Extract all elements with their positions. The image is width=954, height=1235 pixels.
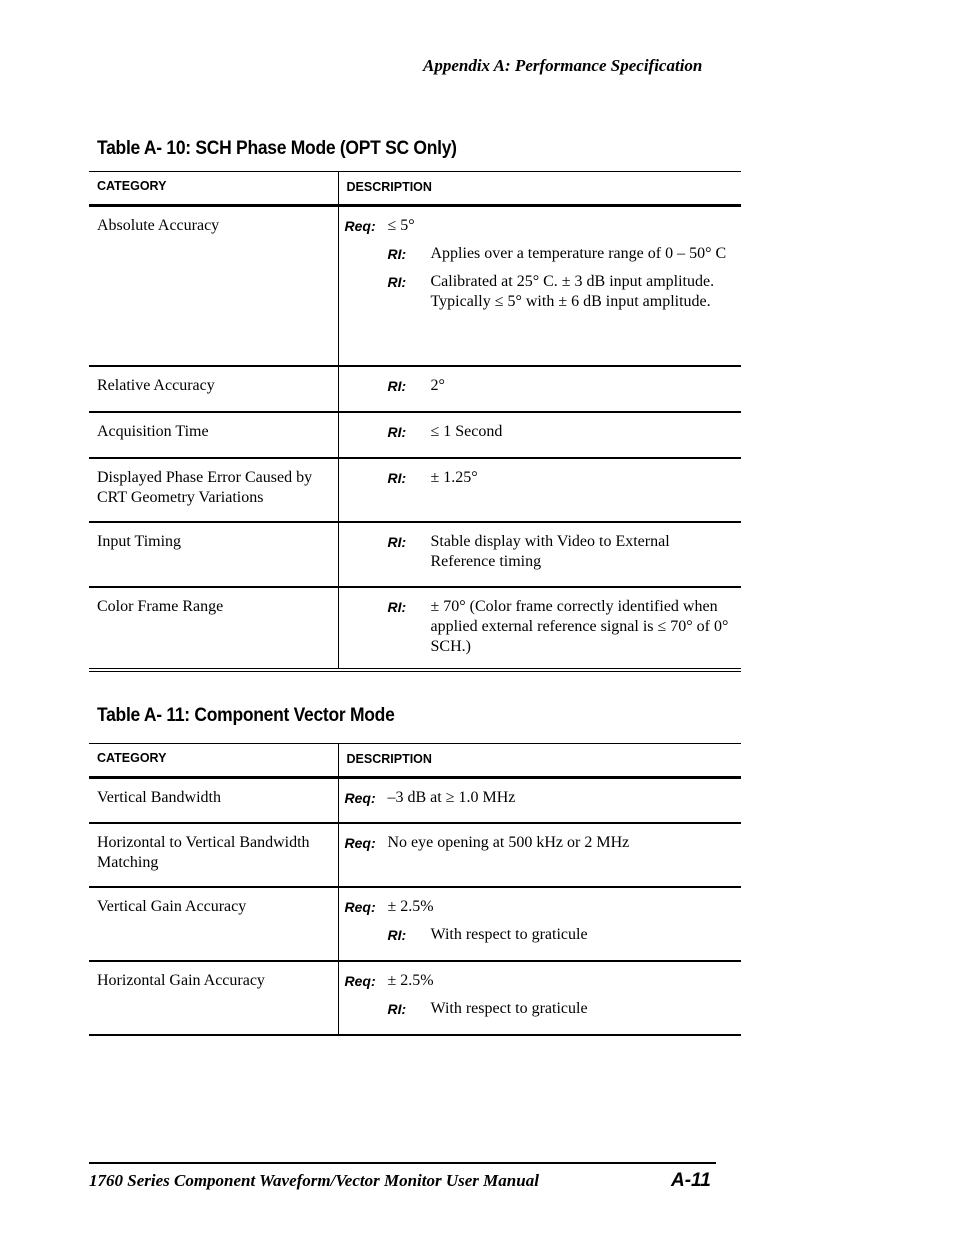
table-a10-title: Table A- 10: SCH Phase Mode (OPT SC Only) [97, 138, 457, 159]
description-cell [338, 778, 741, 823]
table-row [89, 206, 741, 366]
spec-text: Calibrated at 25° C. ± 3 dB input amplitude. Typically ≤ 5° with ± 6 dB input amplitude. [430, 273, 715, 310]
spec-line [388, 468, 736, 488]
reference-info-label: RI: [387, 926, 407, 943]
column-header-description: DESCRIPTION [338, 744, 741, 778]
table-a11-body [89, 778, 741, 1035]
category-cell: Input Timing [89, 522, 338, 587]
category-cell: Horizontal to Vertical Bandwidth Matching [89, 823, 338, 887]
spec-text: With respect to graticule [430, 999, 588, 1017]
description-cell [338, 206, 741, 366]
spec-text: Applies over a temperature range of 0 – 50° C [430, 245, 727, 262]
spec-line [388, 532, 736, 572]
column-header-category: CATEGORY [89, 172, 338, 206]
category-cell: Relative Accuracy [89, 366, 338, 412]
table-row [89, 412, 741, 458]
table-row [89, 823, 741, 887]
category-cell: Vertical Bandwidth [89, 778, 338, 823]
page-number: A-11 [671, 1170, 711, 1191]
footer-divider [89, 1162, 716, 1164]
table-a10-body [89, 206, 741, 670]
spec-line [388, 999, 736, 1019]
spec-line [388, 597, 736, 657]
requirement-label: Req: [344, 218, 376, 234]
reference-info-label: RI: [387, 598, 407, 615]
spec-line [345, 971, 736, 991]
description-cell [338, 587, 741, 670]
spec-text: Stable display with Video to External Reference timing [430, 532, 670, 570]
description-cell [338, 366, 741, 412]
spec-text: No eye opening at 500 kHz or 2 MHz [387, 833, 630, 851]
spec-line [345, 788, 736, 808]
spec-text: ± 70° (Color frame correctly identified when applied external reference signal is ≤ 70° of 0° SCH.) [430, 597, 729, 655]
spec-text: ± 2.5% [387, 897, 434, 915]
reference-info-label: RI: [387, 423, 407, 440]
spec-line [345, 833, 736, 853]
category-cell: Displayed Phase Error Caused by CRT Geometry Variations [89, 458, 338, 522]
reference-info-label: RI: [387, 469, 407, 486]
spec-text: ± 1.25° [430, 468, 478, 486]
spec-text: ± 2.5% [387, 971, 434, 989]
table-a11 [89, 743, 741, 1036]
description-cell [338, 961, 741, 1035]
spec-text: ≤ 1 Second [430, 422, 503, 440]
spec-line [388, 422, 736, 442]
table-row [89, 887, 741, 961]
category-cell: Color Frame Range [89, 587, 338, 670]
description-cell [338, 823, 741, 887]
reference-info-label: RI: [387, 274, 407, 290]
reference-info-label: RI: [387, 533, 407, 550]
spec-line [345, 897, 736, 917]
table-row [89, 366, 741, 412]
table-row [89, 522, 741, 587]
spec-text: ≤ 5° [387, 217, 415, 234]
spec-text: –3 dB at ≥ 1.0 MHz [387, 789, 516, 806]
description-cell [338, 887, 741, 961]
table-row [89, 961, 741, 1035]
category-cell: Horizontal Gain Accuracy [89, 961, 338, 1035]
spec-line [388, 376, 736, 396]
spec-text: With respect to graticule [430, 925, 588, 943]
description-cell [338, 412, 741, 458]
requirement-label: Req: [344, 898, 376, 915]
table-row [89, 458, 741, 522]
reference-info-label: RI: [387, 246, 407, 262]
table-a10 [89, 171, 741, 672]
requirement-label: Req: [344, 790, 376, 806]
requirement-label: Req: [344, 972, 376, 989]
category-cell: Vertical Gain Accuracy [89, 887, 338, 961]
description-cell [338, 458, 741, 522]
column-header-category: CATEGORY [89, 744, 338, 778]
reference-info-label: RI: [387, 1000, 407, 1017]
spec-text: 2° [430, 376, 445, 394]
running-header: Appendix A: Performance Specification [423, 56, 703, 75]
requirement-label: Req: [344, 834, 376, 851]
footer-manual-title: 1760 Series Component Waveform/Vector Monitor User Manual [89, 1171, 539, 1190]
table-row [89, 778, 741, 823]
category-cell: Acquisition Time [89, 412, 338, 458]
spec-line [345, 216, 736, 236]
spec-line [388, 244, 736, 264]
spec-line [388, 272, 736, 312]
table-a11-title: Table A- 11: Component Vector Mode [97, 705, 395, 726]
spec-line [388, 925, 736, 945]
column-header-description: DESCRIPTION [338, 172, 741, 206]
category-cell: Absolute Accuracy [89, 206, 338, 366]
reference-info-label: RI: [387, 377, 407, 394]
description-cell [338, 522, 741, 587]
table-row [89, 587, 741, 670]
